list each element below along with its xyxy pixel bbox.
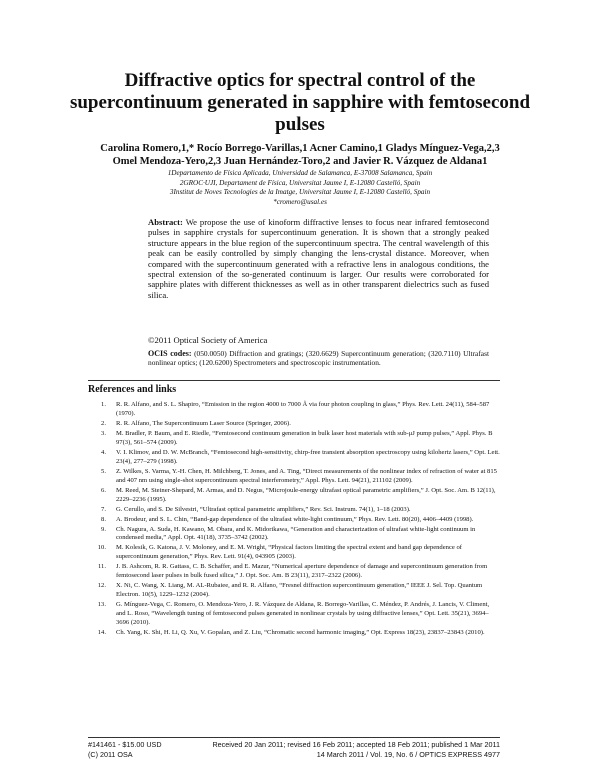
- affiliations: [60, 169, 540, 207]
- affiliation-3: 3Institut de Noves Tecnologies de la Imatge, Universitat Jaume I, E-12080 Castelló, Spain: [169, 188, 431, 197]
- reference-item: 7. G. Cerullo, and S. De Silvestri, “Ultrafast optical parametric amplifiers,” Rev. Sci. Instrum. 74(1), 1–18 (2003).: [101, 505, 411, 513]
- reference-item: 2. R. R. Alfano, The Supercontinuum Laser Source (Springer, 2006).: [101, 419, 291, 427]
- ocis-codes: [148, 349, 489, 367]
- document-price: #141461 - $15.00 USD: [88, 740, 162, 749]
- reference-item: 14. Ch. Yang, K. Shi, H. Li, Q. Xu, V. Gopalan, and Z. Liu, “Chromatic second harmonic imaging,” Opt. Express 18(23), 23837–23843 (2010).: [97, 628, 485, 636]
- author-list: [60, 142, 540, 168]
- authors-line-1: Carolina Romero,1,* Rocío Borrego-Varillas,1 Acner Camino,1 Gladys Mínguez-Vega,2,3: [100, 143, 500, 154]
- footer-divider: [88, 737, 500, 738]
- authors-line-2: Omel Mendoza-Yero,2,3 Juan Hernández-Toro,2 and Javier R. Vázquez de Aldana1: [112, 156, 488, 167]
- references-divider: [88, 380, 500, 381]
- paper-title: Diffractive optics for spectral control of the supercontinuum generated in sapphire with femtosecond pulses: [69, 70, 531, 135]
- abstract: [148, 217, 489, 300]
- reference-item: 13. G. Mínguez-Vega, C. Romero, O. Mendoza-Yero, J. R. Vázquez de Aldana, R. Borrego-Varillas, C. Méndez, P. Andrés, J. Lancis, V. Climent, and L. Roso, “Wavelength tuning of femtosecond pulses generated in nonlinear crystals by using diffractive lenses,” Opt. Lett. 35(21), 3694–3696 (2010).: [97, 601, 490, 626]
- affiliation-2: 2GROC·UJI, Departament de Física, Universitat Jaume I, E-12080 Castelló, Spain: [179, 178, 421, 187]
- reference-item: 3. M. Bradler, P. Baum, and E. Riedle, “Femtosecond continuum generation in bulk laser host materials with sub-μJ pump pulses,” Appl. Phys. B 97(3), 561–574 (2009).: [101, 429, 493, 446]
- reference-list: [88, 401, 500, 639]
- abstract-label: Abstract:: [148, 217, 183, 227]
- reference-item: 4. V. I. Klimov, and D. W. McBranch, “Femtosecond high-sensitivity, chirp-free transient absorption spectroscopy using kilohertz lasers,” Opt. Lett. 23(4), 277–279 (1998).: [101, 448, 500, 465]
- reference-item: 6. M. Reed, M. Steiner-Shepard, M. Armas, and D. Negus, “Microjoule-energy ultrafast optical parametric amplifiers,” J. Opt. Soc. Am. B 12(11), 2229–2236 (1995).: [101, 486, 496, 503]
- copyright-notice: ©2011 Optical Society of America: [148, 335, 268, 345]
- reference-item: 11. J. B. Ashcom, R. R. Gattass, C. B. Schaffer, and E. Mazur, “Numerical aperture dependence of damage and supercontinuum generation from femtosecond laser pulses in bulk fused silica,” J. Opt. Soc. Am. B 23(11), 2317–2322 (2006).: [98, 563, 488, 580]
- references-heading: References and links: [88, 384, 177, 395]
- reference-item: 1. R. R. Alfano, and S. L. Shapiro, “Emission in the region 4000 to 7000 Å via four photon coupling in glass,” Phys. Rev. Lett. 24(11), 584–587 (1970).: [101, 401, 490, 417]
- abstract-text: We propose the use of kinoform diffractive lenses to focus near infrared femtosecond pulses in sapphire crystals for supercontinuum generation. It is shown that a strongly peaked structure appears in the blue region of the supercontinuum spectra. The central wavelength of this peak can be easily controlled by simply changing the lens-crystal distance. Moreover, when compared with the supercontinuum generated with a refractive lens in analogous conditions, the spectral extension of the so-generated continuum is larger. Our results were corroborated for sapphire plates with different thicknesses as well as in other transparent dielectrics such as fused silica.: [148, 217, 489, 300]
- reference-item: 8. A. Brodeur, and S. L. Chin, “Band-gap dependence of the ultrafast white-light continuum,” Phys. Rev. Lett. 80(20), 4406–4409 (1998).: [101, 515, 474, 523]
- reference-item: 10. M. Kolesik, G. Katona, J. V. Moloney, and E. M. Wright, “Physical factors limiting the spectral extent and band gap dependence of supercontinuum generation,” Phys. Rev. Lett. 91(4), 043905 (2003).: [97, 544, 462, 561]
- journal-citation: 14 March 2011 / Vol. 19, No. 6 / OPTICS EXPRESS 4977: [316, 750, 500, 759]
- reference-item: 5. Z. Wilkes, S. Varma, Y.-H. Chen, H. Milchberg, T. Jones, and A. Ting, “Direct measurements of the nonlinear index of refraction of water at 815 and 407 nm using single-shot supercontinuum spectral interferometry,” Appl. Phys. Lett. 94(21), 211102 (2009).: [101, 467, 497, 484]
- corresponding-email[interactable]: *cromero@usal.es: [273, 197, 327, 206]
- footer-copyright: (C) 2011 OSA: [88, 750, 133, 759]
- ocis-label: OCIS codes:: [148, 349, 192, 358]
- reference-item: 9. Ch. Nagura, A. Suda, H. Kawano, M. Obara, and K. Midorikawa, “Generation and characterization of ultrafast white-light continuum in condensed media,” Appl. Opt. 41(18), 3735–3742 (2002).: [101, 525, 476, 542]
- reference-item: 12. X. Ni, C. Wang, X. Liang, M. AL-Rubaiee, and R. R. Alfano, “Fresnel diffraction supercontinuum generation,” IEEE J. Sel. Top. Quantum Electron. 10(5), 1229–1232 (2004).: [97, 582, 483, 599]
- ocis-text: (050.0050) Diffraction and gratings; (320.6629) Supercontinuum generation; (320.7110) Ultrafast nonlinear optics; (120.6200) Spectrometers and spectroscopic instrumentation.: [148, 349, 489, 368]
- publication-history: Received 20 Jan 2011; revised 16 Feb 2011; accepted 18 Feb 2011; published 1 Mar 2011: [212, 740, 500, 749]
- affiliation-1: 1Departamento de Física Aplicada, Universidad de Salamanca, E-37008 Salamanca, Spain: [167, 169, 433, 177]
